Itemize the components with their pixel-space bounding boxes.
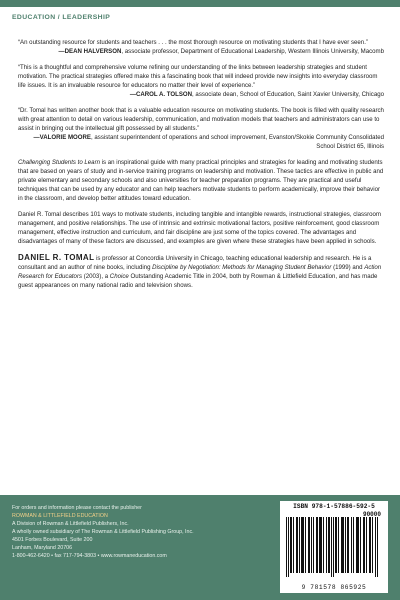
publisher-band	[0, 495, 400, 600]
barcode-bars-icon	[286, 513, 382, 577]
book-title: Challenging Students to Learn	[18, 159, 100, 166]
reviewer-title-3: , assistant superintendent of operations and school improvement, Evanston/Skokie Community Consolidated School District 65, Illinois	[91, 134, 384, 150]
review-quote-2: “This is a thoughtful and comprehensive volume refining our understanding of the links between leadership strategies and student motivation. The practical strategies offered make this a fascinating book that will indeed provide new insights into everyday classroom life issues. It is an invaluable resource for educators no matter their level of experience.”	[18, 64, 378, 89]
review-attribution-1	[18, 47, 384, 56]
barcode-digits: 9 781578 865925	[301, 584, 367, 591]
cover-text	[18, 38, 384, 290]
price-code: 90000	[362, 511, 381, 518]
reviewer-title-1: , associate professor, Department of Educational Leadership, Western Illinois University, Macomb	[121, 48, 384, 55]
isbn-barcode	[280, 501, 388, 593]
publisher-name: ROWMAN & LITTLEFIELD EDUCATION	[12, 513, 108, 519]
category-label: EDUCATION / LEADERSHIP	[12, 14, 111, 21]
reviewer-title-2: , associate dean, School of Education, Saint Xavier University, Chicago	[192, 91, 384, 98]
reviewer-name-3: —VALORIE MOORE	[33, 134, 91, 141]
review-quote-3: “Dr. Tomal has written another book that is a valuable education resource on motivating students. The book is filled with quality research with great attention to detail on various leadership, communication, and motivation models that teachers and administrators can use to assist in bringing out the intellectual gift possessed by all students.”	[18, 107, 384, 132]
review-quote-1: “An outstanding resource for students and teachers . . . the most thorough resource on motivating students that I have ever seen.”	[18, 39, 368, 46]
top-color-band	[0, 0, 400, 7]
author-bio: DANIEL R. TOMAL is professor at Concordia University in Chicago, teaching educational leadership and research. He is a consultant and an author of nine books, including Discipline by Negotiation: Methods for Managing Student Behavior (1999) and Action Research for Educators (2003), a Choice Outstanding Academic Title in 2004, both by Rowman & Littlefield Education, and has made guest appearances on many national radio and television shows.	[18, 253, 382, 289]
author-name: DANIEL R. TOMAL	[18, 253, 95, 262]
description-paragraph-1: Challenging Students to Learn is an inspirational guide with many practical principles and strategies for leading and motivating students that are based on years of study and in-service training programs on leadership and motivation. These tactics are effective in public and private elementary and secondary schools and also universities for teacher preparation programs. They are practical and useful techniques that can be used by any educator and can help teachers motivate students to perform academically, improve their behavior in the classroom, and develop better attitudes toward education.	[18, 159, 384, 202]
reviewer-name-1: —DEAN HALVERSON	[58, 48, 122, 55]
publisher-info: For orders and information please contact the publisher ROWMAN & LITTLEFIELD EDUCATION A Division of Rowman & Littlefield Publishers, Inc. A wholly owned subsidiary of The Rowman & Littlefield Publishing Group, Inc. 4501 Forbes Boulevard, Suite 200 Lanham, Maryland 20706 1-800-462-6420 • fax 717-794-3803 • www.rowmaneducation.com	[12, 505, 194, 559]
publisher-contact: 1-800-462-6420 • fax 717-794-3803 • www.rowmaneducation.com	[12, 553, 167, 559]
review-attribution-2	[18, 90, 384, 99]
isbn-text: ISBN 978-1-57886-592-5	[293, 503, 375, 510]
description-paragraph-2: Daniel R. Tomal describes 101 ways to motivate students, including tangible and intangible rewards, instructional strategies, classroom management, and positive relationships. The use of intrinsic and extrinsic motivational factors, positive reinforcement, good classroom management, effective instruction and curriculum, and fair discipline are just some of the topics covered. The advantages and disadvantages of many of these factors are discussed, and examples are given where these strategies have been applied in schools.	[18, 211, 381, 245]
review-attribution-3	[18, 133, 384, 151]
reviewer-name-2: —CAROL A. TOLSON	[129, 91, 193, 98]
